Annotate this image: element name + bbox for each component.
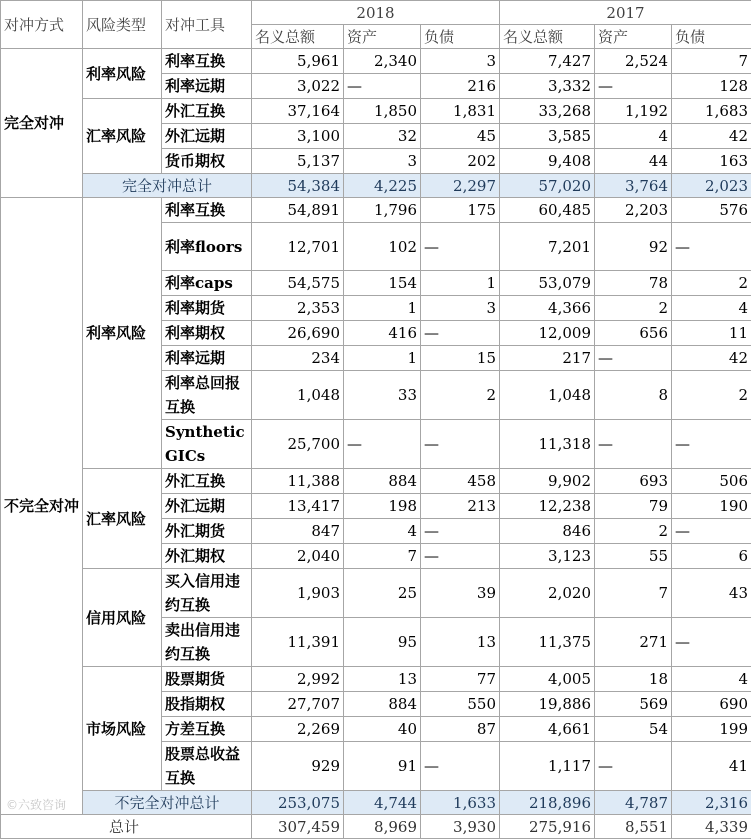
cell-notional-2017: 2,020 <box>500 569 595 618</box>
cell-notional-2017: 11,375 <box>500 618 595 667</box>
instrument-name: 股票总收益互换 <box>162 742 252 791</box>
watermark: ©六致咨询 <box>6 796 66 813</box>
cell-notional-2017: 218,896 <box>500 791 595 815</box>
cell-liability-2018: 3,930 <box>421 815 500 839</box>
cell-asset-2017: 18 <box>595 667 672 692</box>
cell-liability-2017: 128 <box>672 74 751 99</box>
cell-liability-2017: 4 <box>672 296 751 321</box>
cell-liability-2018: — <box>421 544 500 569</box>
cell-liability-2018: 15 <box>421 346 500 371</box>
cell-notional-2018: 307,459 <box>252 815 344 839</box>
cell-notional-2018: 27,707 <box>252 692 344 717</box>
group-full: 完全对冲 <box>1 49 83 198</box>
cell-asset-2018: 25 <box>344 569 421 618</box>
cell-liability-2018: 216 <box>421 74 500 99</box>
instrument-name: 利率互换 <box>162 49 252 74</box>
cell-notional-2017: 12,238 <box>500 494 595 519</box>
table-row <box>1 469 751 494</box>
cell-liability-2018: 202 <box>421 149 500 174</box>
cell-asset-2017: 78 <box>595 271 672 296</box>
cell-asset-2018: 8,969 <box>344 815 421 839</box>
cell-asset-2017: 4,787 <box>595 791 672 815</box>
cell-liability-2018: — <box>421 223 500 271</box>
cell-asset-2018: 3 <box>344 149 421 174</box>
cell-liability-2018: 1,831 <box>421 99 500 124</box>
header-risk: 风险类型 <box>83 1 162 49</box>
cell-notional-2017: 4,366 <box>500 296 595 321</box>
cell-notional-2017: 53,079 <box>500 271 595 296</box>
risk-fx-partial: 汇率风险 <box>83 469 162 569</box>
cell-notional-2018: 2,040 <box>252 544 344 569</box>
cell-notional-2018: 11,388 <box>252 469 344 494</box>
table-row <box>1 569 751 618</box>
group-partial: 不完全对冲 <box>1 198 83 815</box>
cell-liability-2017: 163 <box>672 149 751 174</box>
cell-liability-2018: — <box>421 321 500 346</box>
cell-notional-2017: 1,048 <box>500 371 595 420</box>
cell-asset-2018: 1 <box>344 296 421 321</box>
cell-asset-2017: 2,524 <box>595 49 672 74</box>
cell-notional-2018: 54,575 <box>252 271 344 296</box>
cell-asset-2018: 13 <box>344 667 421 692</box>
cell-liability-2017: 42 <box>672 124 751 149</box>
instrument-name: 外汇互换 <box>162 99 252 124</box>
cell-liability-2018: 1,633 <box>421 791 500 815</box>
risk-interest-partial: 利率风险 <box>83 198 162 469</box>
cell-notional-2017: 7,201 <box>500 223 595 271</box>
instrument-name: 利率远期 <box>162 74 252 99</box>
instrument-name: 外汇远期 <box>162 494 252 519</box>
cell-liability-2018: — <box>421 742 500 791</box>
cell-liability-2017: 2 <box>672 271 751 296</box>
cell-liability-2018: 87 <box>421 717 500 742</box>
instrument-name: 货币期权 <box>162 149 252 174</box>
header-asset-2017: 资产 <box>595 25 672 49</box>
cell-liability-2017: 2,316 <box>672 791 751 815</box>
cell-asset-2017: 92 <box>595 223 672 271</box>
table-row <box>1 174 751 198</box>
header-year-2017: 2017 <box>500 1 751 25</box>
risk-interest-full: 利率风险 <box>83 49 162 99</box>
cell-asset-2018: 2,340 <box>344 49 421 74</box>
cell-notional-2018: 1,903 <box>252 569 344 618</box>
cell-notional-2018: 13,417 <box>252 494 344 519</box>
cell-notional-2017: 11,318 <box>500 420 595 469</box>
cell-asset-2017: — <box>595 420 672 469</box>
cell-asset-2017: 4 <box>595 124 672 149</box>
instrument-name: 买入信用违约互换 <box>162 569 252 618</box>
instrument-name: 利率caps <box>162 271 252 296</box>
cell-notional-2018: 253,075 <box>252 791 344 815</box>
cell-asset-2017: 569 <box>595 692 672 717</box>
cell-liability-2018: 3 <box>421 49 500 74</box>
cell-asset-2017: 2 <box>595 296 672 321</box>
cell-asset-2018: — <box>344 420 421 469</box>
header-asset-2018: 资产 <box>344 25 421 49</box>
table-row <box>1 49 751 74</box>
cell-asset-2018: 1 <box>344 346 421 371</box>
cell-asset-2017: — <box>595 74 672 99</box>
cell-asset-2017: 55 <box>595 544 672 569</box>
cell-notional-2017: 217 <box>500 346 595 371</box>
cell-liability-2017: 4,339 <box>672 815 751 839</box>
instrument-name: 外汇期货 <box>162 519 252 544</box>
cell-notional-2018: 929 <box>252 742 344 791</box>
cell-liability-2017: — <box>672 519 751 544</box>
header-liability-2017: 负债 <box>672 25 751 49</box>
cell-liability-2017: 690 <box>672 692 751 717</box>
cell-liability-2018: — <box>421 519 500 544</box>
cell-asset-2018: 416 <box>344 321 421 346</box>
cell-asset-2018: 4 <box>344 519 421 544</box>
table-row <box>1 791 751 815</box>
cell-asset-2018: 4,225 <box>344 174 421 198</box>
cell-asset-2018: 198 <box>344 494 421 519</box>
instrument-name: 外汇远期 <box>162 124 252 149</box>
instrument-name: 方差互换 <box>162 717 252 742</box>
cell-asset-2018: 154 <box>344 271 421 296</box>
cell-notional-2017: 7,427 <box>500 49 595 74</box>
cell-liability-2017: — <box>672 223 751 271</box>
instrument-name: 利率总回报互换 <box>162 371 252 420</box>
cell-notional-2017: 33,268 <box>500 99 595 124</box>
cell-asset-2017: 3,764 <box>595 174 672 198</box>
cell-notional-2017: 3,123 <box>500 544 595 569</box>
cell-notional-2018: 37,164 <box>252 99 344 124</box>
cell-notional-2018: 25,700 <box>252 420 344 469</box>
cell-asset-2017: 693 <box>595 469 672 494</box>
cell-notional-2018: 2,269 <box>252 717 344 742</box>
cell-asset-2018: 884 <box>344 469 421 494</box>
instrument-name: Synthetic GICs <box>162 420 252 469</box>
cell-asset-2018: 884 <box>344 692 421 717</box>
cell-asset-2018: 33 <box>344 371 421 420</box>
table-row <box>1 667 751 692</box>
cell-notional-2017: 57,020 <box>500 174 595 198</box>
instrument-name: 股指期权 <box>162 692 252 717</box>
cell-liability-2018: 458 <box>421 469 500 494</box>
cell-notional-2018: 3,100 <box>252 124 344 149</box>
cell-liability-2017: 4 <box>672 667 751 692</box>
header-year-2018: 2018 <box>252 1 500 25</box>
cell-liability-2017: 576 <box>672 198 751 223</box>
cell-liability-2017: 2,023 <box>672 174 751 198</box>
cell-liability-2017: 2 <box>672 371 751 420</box>
cell-asset-2017: 8 <box>595 371 672 420</box>
cell-notional-2018: 3,022 <box>252 74 344 99</box>
cell-liability-2017: 11 <box>672 321 751 346</box>
header-method: 对冲方式 <box>1 1 83 49</box>
cell-liability-2017: 6 <box>672 544 751 569</box>
cell-notional-2018: 5,137 <box>252 149 344 174</box>
cell-asset-2017: 79 <box>595 494 672 519</box>
table-row <box>1 815 751 839</box>
risk-market: 市场风险 <box>83 667 162 791</box>
header-tool: 对冲工具 <box>162 1 252 49</box>
cell-notional-2017: 1,117 <box>500 742 595 791</box>
cell-liability-2018: 45 <box>421 124 500 149</box>
total-label: 完全对冲总计 <box>83 174 252 198</box>
cell-liability-2017: 506 <box>672 469 751 494</box>
cell-liability-2018: 1 <box>421 271 500 296</box>
cell-liability-2018: 39 <box>421 569 500 618</box>
cell-liability-2018: 2 <box>421 371 500 420</box>
cell-asset-2018: 1,796 <box>344 198 421 223</box>
cell-liability-2018: — <box>421 420 500 469</box>
instrument-name: 利率floors <box>162 223 252 271</box>
cell-liability-2017: — <box>672 420 751 469</box>
cell-liability-2017: — <box>672 618 751 667</box>
cell-asset-2017: — <box>595 742 672 791</box>
cell-asset-2017: 44 <box>595 149 672 174</box>
cell-notional-2017: 12,009 <box>500 321 595 346</box>
cell-liability-2017: 7 <box>672 49 751 74</box>
table-row <box>1 99 751 124</box>
cell-asset-2017: 656 <box>595 321 672 346</box>
cell-asset-2017: 1,192 <box>595 99 672 124</box>
total-label: 不完全对冲总计 <box>83 791 252 815</box>
cell-liability-2017: 1,683 <box>672 99 751 124</box>
cell-asset-2018: 4,744 <box>344 791 421 815</box>
cell-liability-2017: 41 <box>672 742 751 791</box>
cell-notional-2017: 4,005 <box>500 667 595 692</box>
cell-liability-2018: 175 <box>421 198 500 223</box>
cell-liability-2017: 43 <box>672 569 751 618</box>
cell-notional-2017: 9,408 <box>500 149 595 174</box>
cell-notional-2018: 12,701 <box>252 223 344 271</box>
cell-notional-2017: 3,585 <box>500 124 595 149</box>
instrument-name: 外汇互换 <box>162 469 252 494</box>
cell-notional-2017: 9,902 <box>500 469 595 494</box>
cell-notional-2018: 5,961 <box>252 49 344 74</box>
instrument-name: 利率期权 <box>162 321 252 346</box>
cell-liability-2018: 13 <box>421 618 500 667</box>
cell-asset-2018: 7 <box>344 544 421 569</box>
cell-asset-2017: 2,203 <box>595 198 672 223</box>
header-liability-2018: 负债 <box>421 25 500 49</box>
cell-notional-2018: 2,353 <box>252 296 344 321</box>
cell-asset-2018: 1,850 <box>344 99 421 124</box>
cell-notional-2018: 11,391 <box>252 618 344 667</box>
cell-notional-2018: 847 <box>252 519 344 544</box>
cell-notional-2018: 54,891 <box>252 198 344 223</box>
instrument-name: 利率远期 <box>162 346 252 371</box>
instrument-name: 股票期货 <box>162 667 252 692</box>
cell-asset-2018: 40 <box>344 717 421 742</box>
instrument-name: 卖出信用违约互换 <box>162 618 252 667</box>
cell-liability-2017: 42 <box>672 346 751 371</box>
cell-liability-2018: 77 <box>421 667 500 692</box>
cell-notional-2018: 234 <box>252 346 344 371</box>
cell-notional-2017: 4,661 <box>500 717 595 742</box>
instrument-name: 利率期货 <box>162 296 252 321</box>
cell-notional-2018: 2,992 <box>252 667 344 692</box>
cell-asset-2017: 7 <box>595 569 672 618</box>
risk-fx-full: 汇率风险 <box>83 99 162 174</box>
cell-notional-2018: 54,384 <box>252 174 344 198</box>
cell-asset-2017: 54 <box>595 717 672 742</box>
cell-notional-2017: 60,485 <box>500 198 595 223</box>
cell-liability-2018: 550 <box>421 692 500 717</box>
instrument-name: 利率互换 <box>162 198 252 223</box>
cell-asset-2018: — <box>344 74 421 99</box>
header-notional-2017: 名义总额 <box>500 25 595 49</box>
instrument-name: 外汇期权 <box>162 544 252 569</box>
cell-asset-2017: 8,551 <box>595 815 672 839</box>
risk-credit: 信用风险 <box>83 569 162 667</box>
cell-liability-2017: 190 <box>672 494 751 519</box>
table-row <box>1 198 751 223</box>
cell-liability-2017: 199 <box>672 717 751 742</box>
cell-liability-2018: 213 <box>421 494 500 519</box>
cell-notional-2018: 1,048 <box>252 371 344 420</box>
cell-notional-2017: 19,886 <box>500 692 595 717</box>
cell-asset-2018: 95 <box>344 618 421 667</box>
cell-notional-2017: 275,916 <box>500 815 595 839</box>
cell-asset-2018: 32 <box>344 124 421 149</box>
cell-asset-2017: — <box>595 346 672 371</box>
cell-notional-2017: 846 <box>500 519 595 544</box>
header-notional-2018: 名义总额 <box>252 25 344 49</box>
cell-asset-2017: 271 <box>595 618 672 667</box>
cell-liability-2018: 3 <box>421 296 500 321</box>
cell-notional-2017: 3,332 <box>500 74 595 99</box>
cell-asset-2018: 91 <box>344 742 421 791</box>
cell-asset-2018: 102 <box>344 223 421 271</box>
cell-asset-2017: 2 <box>595 519 672 544</box>
grand-total-label: 总计 <box>1 815 252 839</box>
cell-liability-2018: 2,297 <box>421 174 500 198</box>
cell-notional-2018: 26,690 <box>252 321 344 346</box>
